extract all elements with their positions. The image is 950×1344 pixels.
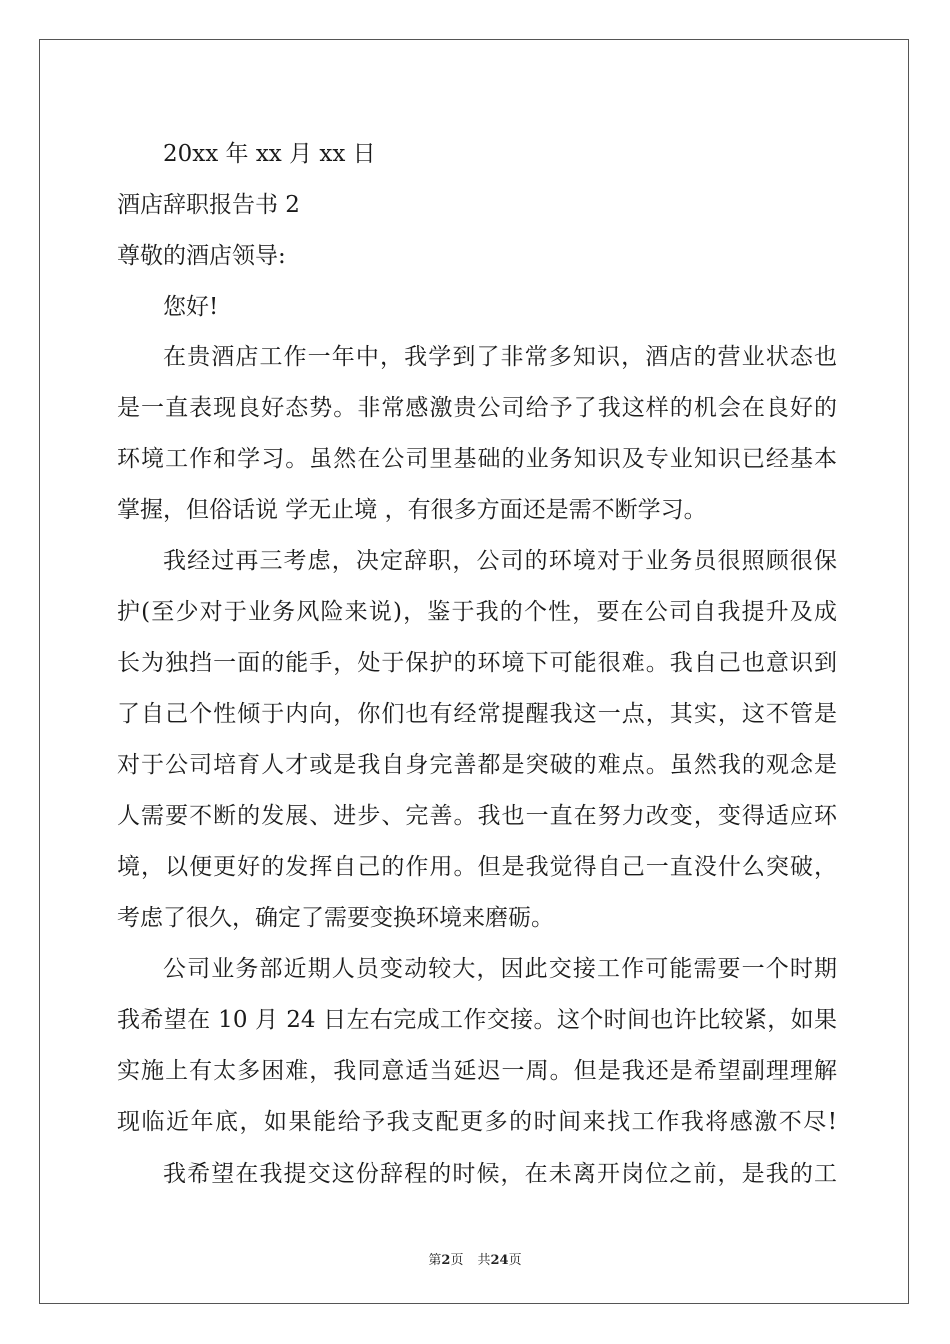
document-title: 酒店辞职报告书 2	[117, 192, 300, 218]
paragraph-2-line-6: 人需要不断的发展、进步、完善。我也一直在努力改变，变得适应环	[117, 803, 837, 829]
paragraph-2-line-8: 考虑了很久，确定了需要变换环境来磨砺。	[117, 905, 554, 931]
paragraph-3-line-2: 我希望在 10 月 24 日左右完成工作交接。这个时间也许比较紧，如果	[117, 1007, 837, 1033]
paragraph-1-line-2: 是一直表现良好态势。非常感激贵公司给予了我这样的机会在良好的	[117, 395, 837, 421]
salutation: 尊敬的酒店领导:	[117, 243, 286, 269]
footer-page-unit: 页	[450, 1253, 464, 1268]
paragraph-3-line-1: 公司业务部近期人员变动较大，因此交接工作可能需要一个时期	[163, 956, 837, 982]
greeting: 您好!	[163, 294, 219, 320]
paragraph-3-line-4: 现临近年底，如果能给予我支配更多的时间来找工作我将感激不尽!	[117, 1109, 837, 1135]
page-footer	[0, 1249, 950, 1268]
footer-total-prefix: 共	[477, 1253, 491, 1268]
paragraph-3-line-3: 实施上有太多困难，我同意适当延迟一周。但是我还是希望副理理解	[117, 1058, 837, 1084]
paragraph-2-line-1: 我经过再三考虑，决定辞职，公司的环境对于业务员很照顾很保	[163, 548, 837, 574]
paragraph-1-line-4: 掌握，但俗话说 学无止境 ，有很多方面还是需不断学习。	[117, 497, 707, 523]
date-line: 20xx 年 xx 月 xx 日	[163, 141, 376, 167]
paragraph-2-line-2: 护(至少对于业务风险来说)，鉴于我的个性，要在公司自我提升及成	[117, 599, 837, 625]
footer-total-pages: 24	[490, 1253, 509, 1268]
paragraph-2-line-7: 境，以便更好的发挥自己的作用。但是我觉得自己一直没什么突破，	[117, 854, 837, 880]
footer-page-number: 2	[441, 1253, 451, 1268]
paragraph-2-line-5: 对于公司培育人才或是我自身完善都是突破的难点。虽然我的观念是	[117, 752, 837, 778]
footer-total-unit: 页	[508, 1253, 522, 1268]
paragraph-1-line-1: 在贵酒店工作一年中，我学到了非常多知识，酒店的营业状态也	[163, 344, 837, 370]
paragraph-2-line-4: 了自己个性倾于内向，你们也有经常提醒我这一点，其实，这不管是	[117, 701, 837, 727]
paragraph-1-line-3: 环境工作和学习。虽然在公司里基础的业务知识及专业知识已经基本	[117, 446, 837, 472]
paragraph-2-line-3: 长为独挡一面的能手，处于保护的环境下可能很难。我自己也意识到	[117, 650, 837, 676]
paragraph-4-line-1: 我希望在我提交这份辞程的时候，在未离开岗位之前，是我的工	[163, 1161, 837, 1187]
footer-page-prefix: 第	[428, 1253, 442, 1268]
